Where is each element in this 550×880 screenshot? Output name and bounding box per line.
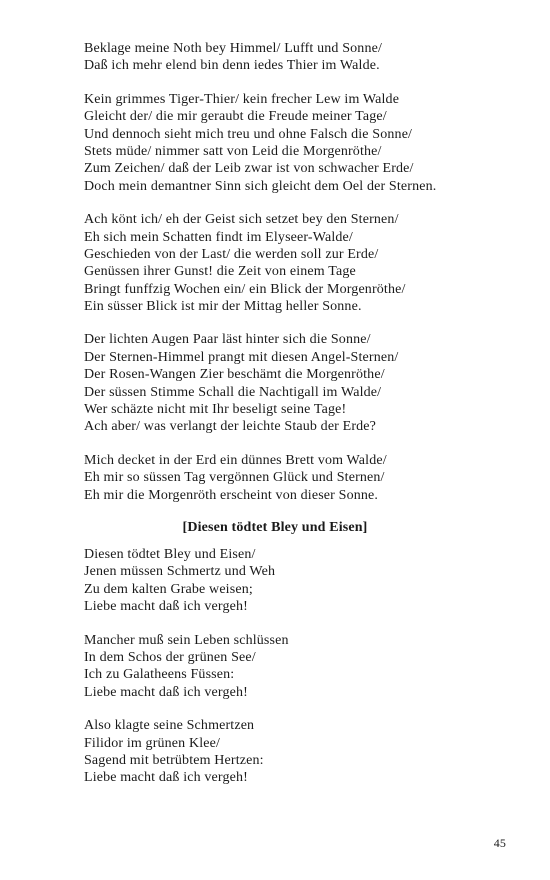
verse-line: Ach aber/ was verlangt der leichte Staub der Erde? [84,419,377,435]
verse-line: Liebe macht daß ich vergeh! [84,770,248,786]
verse-line: Wer schäzte nicht mit Ihr beseligt seine Tage! [84,402,347,418]
verse-line: Eh sich mein Schatten findt im Elyseer-Walde/ [84,229,353,245]
verse-line: Zu dem kalten Grabe weisen; [84,581,253,597]
verse-line: Mancher muß sein Leben schlüssen [84,632,289,648]
verse-line: Kein grimmes Tiger-Thier/ kein frecher Lew im Walde [84,91,400,107]
poem2-title: [Diesen tödtet Bley und Eisen] [182,520,368,535]
verse-line: Bringt funffzig Wochen ein/ ein Blick der Morgenröthe/ [84,281,406,297]
verse-line: Und dennoch sieht mich treu und ohne Falsch die Sonne/ [84,126,413,142]
verse-line: Also klagte seine Schmertzen [84,718,255,734]
verse-line: Genüssen ihrer Gunst! die Zeit von einem Tage [84,264,356,280]
verse-line: Der Rosen-Wangen Zier beschämt die Morgenröthe/ [84,367,385,383]
verse-line: In dem Schos der grünen See/ [84,649,256,665]
poem2-stanza-2 [84,632,524,702]
verse-line: Der süssen Stimme Schall die Nachtigall im Walde/ [84,384,382,400]
poem1-body [84,40,524,504]
verse-line: Ich zu Galatheens Füssen: [84,667,235,683]
verse-line: Gleicht der/ die mir geraubt die Freude meiner Tage/ [84,109,387,125]
poem1-stanza-1 [84,40,524,75]
poem1-stanza-2 [84,91,524,195]
verse-line: Stets müde/ nimmer satt von Leid die Morgenröthe/ [84,143,382,159]
poem2-stanza-1 [84,546,524,616]
verse-line: Mich decket in der Erd ein dünnes Brett vom Walde/ [84,452,387,468]
poem2-body [84,546,524,787]
poem1-stanza-3 [84,211,524,315]
verse-line: Daß ich mehr elend bin denn iedes Thier im Walde. [84,58,380,74]
verse-line: Diesen tödtet Bley und Eisen/ [84,547,256,562]
poem2-stanza-3 [84,717,524,787]
verse-line: Ein süsser Blick ist mir der Mittag heller Sonne. [84,299,362,315]
verse-line: Der lichten Augen Paar läst hinter sich die Sonne/ [84,332,371,348]
verse-line: Beklage meine Noth bey Himmel/ Lufft und Sonne/ [84,41,383,56]
poem1-stanza-4 [84,331,524,435]
verse-line: Sagend mit betrübtem Hertzen: [84,752,264,768]
verse-line: Eh mir so süssen Tag vergönnen Glück und Sternen/ [84,470,385,486]
page-number: 45 [493,836,506,850]
verse-line: Geschieden von der Last/ die werden soll zur Erde/ [84,246,379,262]
poem1-stanza-5 [84,452,524,504]
verse-line: Ach könt ich/ eh der Geist sich setzet bey den Sternen/ [84,212,399,228]
verse-line: Liebe macht daß ich vergeh! [84,684,248,700]
verse-line: Zum Zeichen/ daß der Leib zwar ist von schwacher Erde/ [84,161,414,177]
verse-line: Filidor im grünen Klee/ [84,735,221,751]
verse-line: Eh mir die Morgenröth erscheint von dieser Sonne. [84,487,379,503]
verse-line: Der Sternen-Himmel prangt mit diesen Angel-Sternen/ [84,349,399,365]
verse-line: Doch mein demantner Sinn sich gleicht dem Oel der Sternen. [84,178,437,194]
verse-line: Jenen müssen Schmertz und Weh [84,564,276,580]
verse-line: Liebe macht daß ich vergeh! [84,599,248,615]
